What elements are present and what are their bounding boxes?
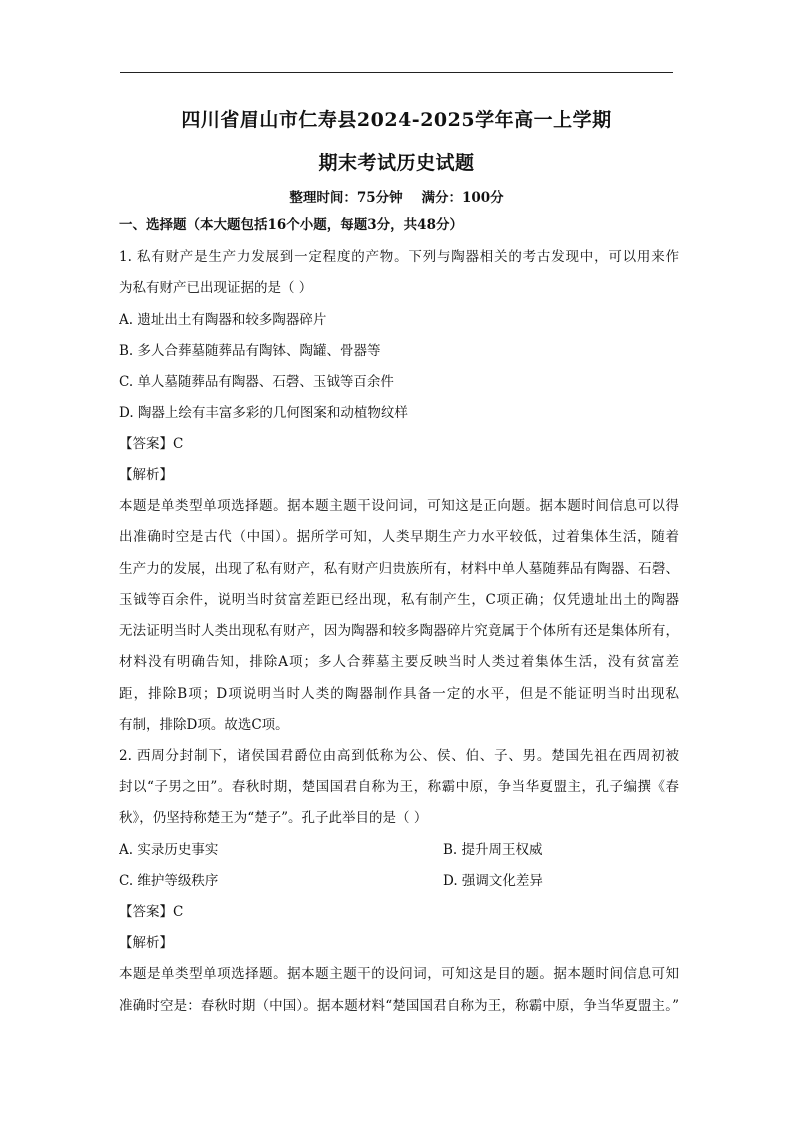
q1-option-c: C. 单人墓随葬品有陶器、石磬、玉钺等百余件 (119, 374, 394, 390)
q2-analysis-line: 准确时空是：春秋时期（中国）。据本题材料“楚国国君自称为王，称霸中原，争当华夏盟主。” (119, 998, 679, 1014)
q2-stem-line: 封以“子男之田”。春秋时期，楚国国君自称为王，称霸中原，争当华夏盟主，孔子编撰《春 (119, 779, 679, 795)
q1-analysis-line: 生产力的发展，出现了私有财产，私有财产归贵族所有，材料中单人墓随葬品有陶器、石磬、 (119, 561, 679, 577)
q1-analysis-label: 【解析】 (119, 467, 173, 483)
q1-analysis-line: 距，排除B项；D项说明当时人类的陶器制作具备一定的水平，但是不能证明当时出现私 (119, 686, 679, 702)
q2-analysis-line: 本题是单类型单项选择题。据本题主题干的设问词，可知这是目的题。据本题时间信息可知 (119, 966, 679, 982)
q1-option-d: D. 陶器上绘有丰富多彩的几何图案和动植物纹样 (119, 405, 408, 421)
q2-analysis-label: 【解析】 (119, 935, 173, 951)
q1-option-b: B. 多人合葬墓随葬品有陶钵、陶罐、骨器等 (119, 343, 381, 359)
q1-analysis-line: 有制，排除D项。故选C项。 (119, 717, 289, 733)
q1-analysis-line: 无法证明当时人类出现私有财产，因为陶器和较多陶器碎片究竟属于个体所有还是集体所有， (119, 623, 679, 639)
q1-analysis-line: 材料没有明确告知，排除A项；多人合葬墓主要反映当时人类过着集体生活，没有贫富差 (119, 654, 679, 670)
section-heading: 一、选择题（本大题包括16个小题，每题3分，共48分） (119, 217, 463, 233)
q1-stem-line: 为私有财产已出现证据的是（ ） (119, 280, 313, 296)
q1-stem-line: 1. 私有财产是生产力发展到一定程度的产物。下列与陶器相关的考古发现中，可以用来作 (119, 249, 679, 265)
q2-option-b: B. 提升周王权威 (443, 842, 543, 858)
q2-answer: 【答案】C (119, 904, 184, 920)
document-title-line1: 四川省眉山市仁寿县2024-2025学年高一上学期 (181, 109, 612, 131)
q2-stem-line: 秋》，仍坚持称楚王为“楚子”。孔子此举目的是（ ） (119, 810, 428, 826)
q2-stem-line: 2. 西周分封制下，诸侯国君爵位由高到低称为公、侯、伯、子、男。楚国先祖在西周初被 (119, 748, 679, 764)
document-title-line2: 期末考试历史试题 (318, 152, 475, 174)
q2-option-c: C. 维护等级秩序 (119, 873, 219, 889)
q2-option-a: A. 实录历史事实 (119, 842, 219, 858)
q1-analysis-line: 玉钺等百余件，说明当时贫富差距已经出现，私有制产生，C项正确；仅凭遗址出土的陶器 (119, 592, 679, 608)
q1-analysis-line: 出准确时空是古代（中国）。据所学可知，人类早期生产力水平较低，过着集体生活，随着 (119, 529, 679, 545)
q2-option-d: D. 强调文化差异 (443, 873, 543, 889)
q1-analysis-line: 本题是单类型单项选择题。据本题主题干设问词，可知这是正向题。据本题时间信息可以得 (119, 498, 679, 514)
header-rule (120, 72, 673, 73)
q1-option-a: A. 遗址出土有陶器和较多陶器碎片 (119, 312, 327, 328)
exam-meta: 整理时间：75分钟 满分：100分 (289, 190, 504, 206)
q1-answer: 【答案】C (119, 436, 184, 452)
